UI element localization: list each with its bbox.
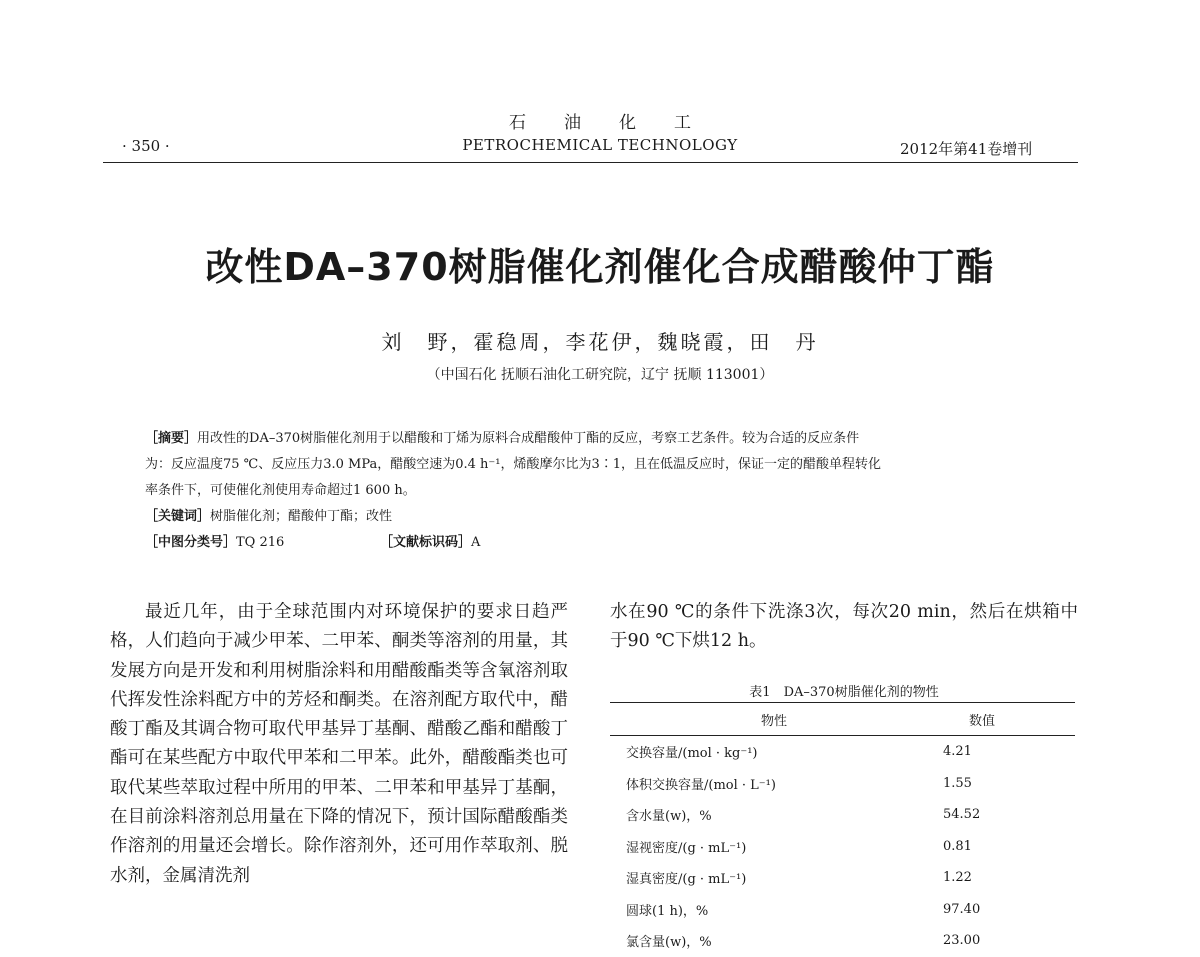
class-label: ［中图分类号］ — [145, 535, 237, 550]
intro-paragraph: 最近几年，由于全球范围内对环境保护的要求日趋严格，人们趋向于减少甲苯、二甲苯、酮类等溶剂的用量，其发展方向是开发和利用树脂涂料和用醋酸酯类等含氧溶剂取代挥发性涂料配方中的芳烃和酮类。在溶剂配方取代中，醋酸丁酯及其调合物可取代甲基异丁基酮、醋酸乙酯和醋酸丁酯可在某些配方中取代甲苯和二甲苯。此外，醋酸酯类也可取代某些萃取过程中所用的甲苯、二甲苯和甲基异丁基酮，在目前涂料溶剂总用量在下降的情况下，预计国际醋酸酯类作溶剂的用量还会增长。除作溶剂外，还可用作萃取剂、脱水剂，金属清洗剂 — [110, 602, 568, 886]
table-header-row — [610, 703, 1075, 736]
table-cell-property: 湿视密度/(g · mL⁻¹) — [626, 840, 747, 856]
issue-info: 2012年第41卷增刊 — [900, 140, 1033, 158]
class-value: TQ 216 — [236, 535, 285, 550]
right-column — [610, 598, 1078, 657]
table-cell-property: 圆球(1 h)，% — [626, 903, 709, 919]
table-row — [610, 768, 1075, 800]
doc-code-value: A — [471, 535, 481, 550]
table-header-value: 数值 — [939, 703, 1075, 736]
affiliation: （中国石化 抚顺石油化工研究院，辽宁 抚顺 113001） — [426, 367, 774, 383]
header-rule — [103, 162, 1078, 163]
table-row — [610, 894, 1075, 926]
table-row — [610, 862, 1075, 894]
table-cell-value: 54.52 — [943, 807, 981, 823]
table-header-property: 物性 — [610, 703, 939, 736]
doc-code-label: ［文献标识码］ — [380, 535, 472, 550]
abstract-line-1 — [145, 426, 1045, 452]
left-column — [110, 598, 568, 891]
abstract-text-3: 率条件下，可使催化剂使用寿命超过1 600 h。 — [145, 483, 416, 498]
abstract-block — [145, 426, 1045, 556]
journal-title-en: PETROCHEMICAL TECHNOLOGY — [462, 136, 738, 154]
table-cell-value: 1.55 — [943, 775, 972, 791]
abstract-text-2: 为：反应温度75 ℃、反应压力3.0 MPa，醋酸空速为0.4 h⁻¹，烯酸摩尔比为3∶1，且在低温反应时，保证一定的醋酸单程转化 — [145, 457, 882, 472]
page-number: · 350 · — [122, 137, 170, 155]
table-row — [610, 736, 1075, 768]
table-caption: 表1 DA–370树脂催化剂的物性 — [749, 685, 939, 700]
keywords-row — [145, 504, 1045, 530]
abstract-text-1: 用改性的DA–370树脂催化剂用于以醋酸和丁烯为原料合成醋酸仲丁酯的反应，考察工艺条件。较为合适的反应条件 — [197, 431, 860, 446]
table-cell-property: 交换容量/(mol · kg⁻¹) — [626, 746, 758, 762]
abstract-label: ［摘要］ — [145, 431, 198, 446]
table-cell-property: 湿真密度/(g · mL⁻¹) — [626, 872, 747, 888]
properties-table — [610, 702, 1075, 957]
table-row — [610, 799, 1075, 831]
table-cell-value: 0.81 — [943, 838, 972, 854]
keywords-label: ［关键词］ — [145, 509, 211, 524]
table-cell-value: 1.22 — [943, 870, 972, 886]
table-cell-property: 体积交换容量/(mol · L⁻¹) — [626, 777, 776, 793]
table-cell-value: 4.21 — [943, 744, 972, 760]
method-paragraph: 水在90 ℃的条件下洗涤3次，每次20 min，然后在烘箱中于90 ℃下烘12 h。 — [610, 602, 1078, 652]
keywords-text: 树脂催化剂；醋酸仲丁酯；改性 — [210, 509, 393, 524]
table-row — [610, 831, 1075, 863]
table-cell-property: 氯含量(w)，% — [626, 935, 712, 951]
table-cell-value: 97.40 — [943, 901, 981, 917]
article-title: 改性DA–370树脂催化剂催化合成醋酸仲丁酯 — [205, 245, 995, 289]
table-cell-property: 含水量(w)，% — [626, 809, 712, 825]
journal-title-cn: 石油化工 — [509, 113, 729, 133]
table-cell-value: 23.00 — [943, 933, 981, 949]
authors: 刘 野，霍稳周，李花伊，魏晓霞，田 丹 — [381, 330, 819, 354]
classification-row — [145, 530, 1045, 556]
